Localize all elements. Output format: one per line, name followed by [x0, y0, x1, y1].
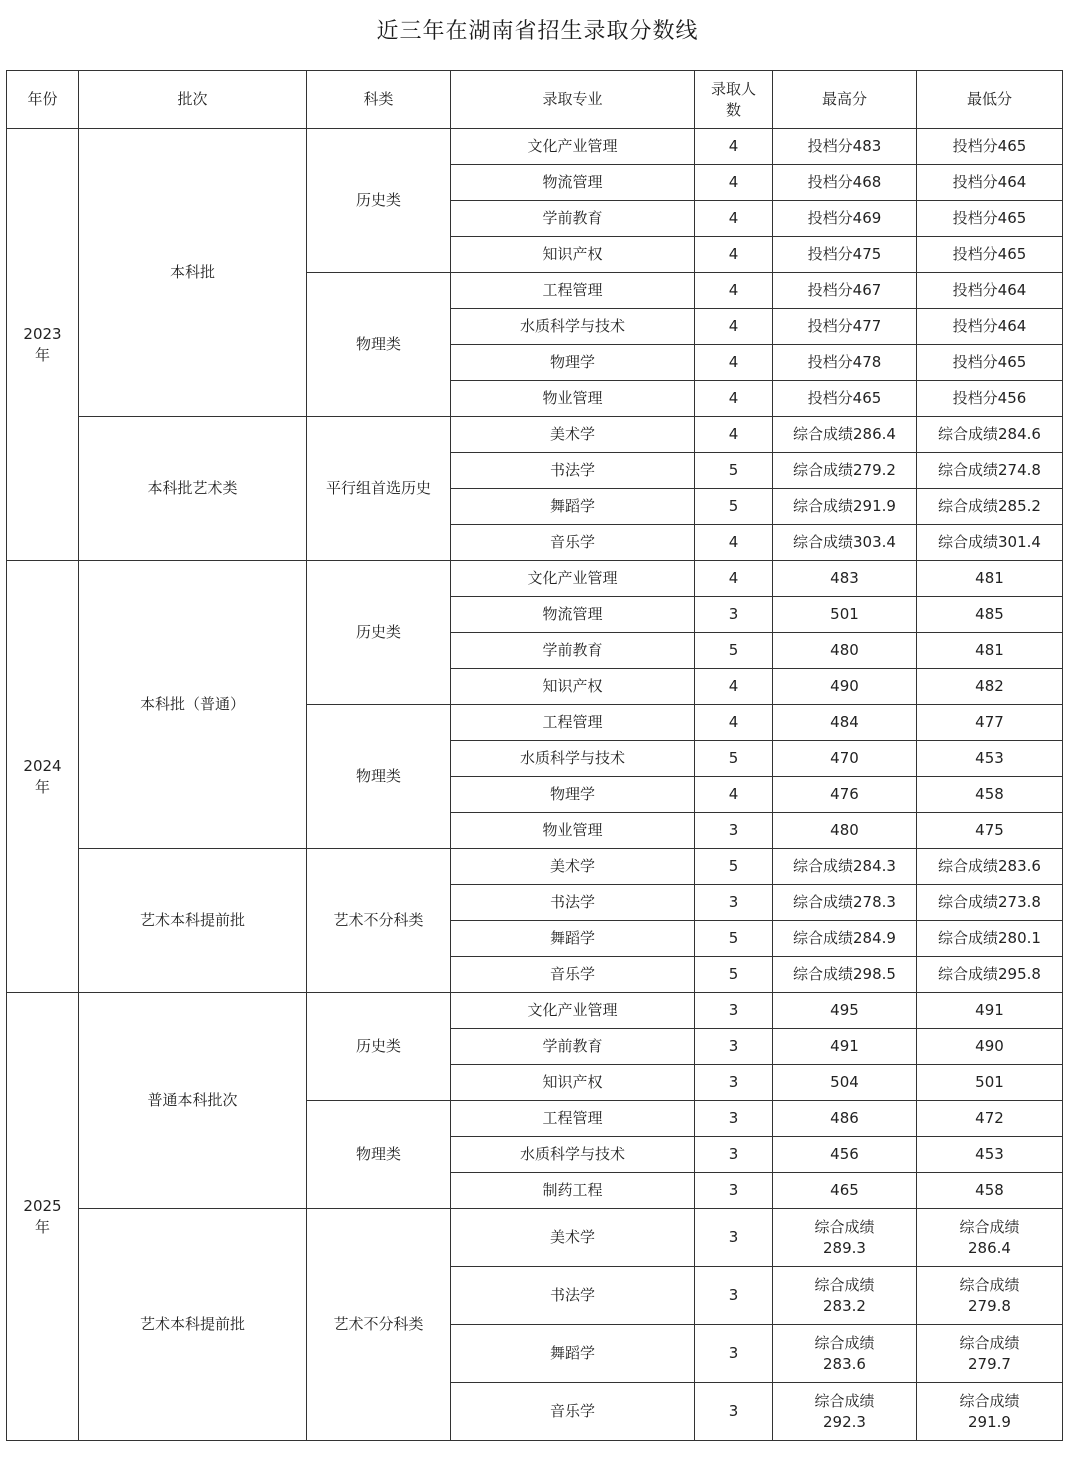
major-cell: 物流管理 — [451, 597, 695, 633]
max-score-cell: 综合成绩291.9 — [773, 489, 917, 525]
count-cell: 4 — [695, 201, 773, 237]
max-score-cell: 投档分478 — [773, 345, 917, 381]
year-cell: 2023 年 — [7, 129, 79, 561]
count-cell: 3 — [695, 813, 773, 849]
major-cell: 工程管理 — [451, 1101, 695, 1137]
min-score-cell: 综合成绩 279.7 — [917, 1325, 1063, 1383]
max-score-cell: 投档分467 — [773, 273, 917, 309]
min-score-cell: 490 — [917, 1029, 1063, 1065]
min-score-cell: 综合成绩301.4 — [917, 525, 1063, 561]
major-cell: 知识产权 — [451, 237, 695, 273]
count-cell: 4 — [695, 165, 773, 201]
count-cell: 3 — [695, 885, 773, 921]
count-cell: 4 — [695, 129, 773, 165]
min-score-cell: 综合成绩 291.9 — [917, 1383, 1063, 1441]
major-cell: 物业管理 — [451, 381, 695, 417]
major-cell: 美术学 — [451, 417, 695, 453]
max-score-cell: 投档分465 — [773, 381, 917, 417]
count-cell: 4 — [695, 525, 773, 561]
max-score-cell: 456 — [773, 1137, 917, 1173]
max-score-cell: 495 — [773, 993, 917, 1029]
major-cell: 物理学 — [451, 777, 695, 813]
min-score-cell: 458 — [917, 777, 1063, 813]
min-score-cell: 481 — [917, 633, 1063, 669]
min-score-cell: 477 — [917, 705, 1063, 741]
count-cell: 4 — [695, 345, 773, 381]
category-cell: 历史类 — [307, 993, 451, 1101]
max-score-cell: 501 — [773, 597, 917, 633]
max-score-cell: 480 — [773, 813, 917, 849]
major-cell: 舞蹈学 — [451, 489, 695, 525]
count-cell: 4 — [695, 417, 773, 453]
min-score-cell: 投档分465 — [917, 129, 1063, 165]
count-cell: 5 — [695, 741, 773, 777]
max-score-cell: 投档分469 — [773, 201, 917, 237]
max-score-cell: 综合成绩303.4 — [773, 525, 917, 561]
max-score-cell: 490 — [773, 669, 917, 705]
count-cell: 4 — [695, 777, 773, 813]
major-cell: 物业管理 — [451, 813, 695, 849]
category-cell: 物理类 — [307, 705, 451, 849]
max-score-cell: 综合成绩284.3 — [773, 849, 917, 885]
header-year: 年份 — [7, 71, 79, 129]
count-cell: 3 — [695, 1137, 773, 1173]
table-row — [7, 849, 1063, 885]
max-score-cell: 483 — [773, 561, 917, 597]
header-max-score: 最高分 — [773, 71, 917, 129]
count-cell: 5 — [695, 957, 773, 993]
major-cell: 文化产业管理 — [451, 561, 695, 597]
count-cell: 4 — [695, 561, 773, 597]
min-score-cell: 投档分465 — [917, 345, 1063, 381]
major-cell: 学前教育 — [451, 633, 695, 669]
count-cell: 3 — [695, 1383, 773, 1441]
min-score-cell: 综合成绩285.2 — [917, 489, 1063, 525]
major-cell: 舞蹈学 — [451, 1325, 695, 1383]
count-cell: 3 — [695, 993, 773, 1029]
max-score-cell: 投档分468 — [773, 165, 917, 201]
min-score-cell: 综合成绩274.8 — [917, 453, 1063, 489]
max-score-cell: 综合成绩298.5 — [773, 957, 917, 993]
category-cell: 物理类 — [307, 273, 451, 417]
table-body — [7, 71, 1063, 1441]
max-score-cell: 综合成绩 283.2 — [773, 1267, 917, 1325]
count-cell: 4 — [695, 705, 773, 741]
max-score-cell: 504 — [773, 1065, 917, 1101]
major-cell: 文化产业管理 — [451, 993, 695, 1029]
max-score-cell: 484 — [773, 705, 917, 741]
major-cell: 音乐学 — [451, 525, 695, 561]
batch-cell: 本科批艺术类 — [79, 417, 307, 561]
header-row — [7, 71, 1063, 129]
table-row — [7, 561, 1063, 597]
count-cell: 5 — [695, 489, 773, 525]
max-score-cell: 480 — [773, 633, 917, 669]
count-cell: 3 — [695, 1029, 773, 1065]
batch-cell: 艺术本科提前批 — [79, 849, 307, 993]
table-row — [7, 129, 1063, 165]
count-cell: 4 — [695, 381, 773, 417]
major-cell: 制药工程 — [451, 1173, 695, 1209]
min-score-cell: 综合成绩284.6 — [917, 417, 1063, 453]
major-cell: 舞蹈学 — [451, 921, 695, 957]
major-cell: 知识产权 — [451, 669, 695, 705]
min-score-cell: 475 — [917, 813, 1063, 849]
table-row — [7, 417, 1063, 453]
max-score-cell: 470 — [773, 741, 917, 777]
max-score-cell: 476 — [773, 777, 917, 813]
min-score-cell: 458 — [917, 1173, 1063, 1209]
major-cell: 知识产权 — [451, 1065, 695, 1101]
major-cell: 工程管理 — [451, 705, 695, 741]
count-cell: 3 — [695, 1101, 773, 1137]
header-count: 录取人 数 — [695, 71, 773, 129]
max-score-cell: 综合成绩 289.3 — [773, 1209, 917, 1267]
major-cell: 物流管理 — [451, 165, 695, 201]
major-cell: 音乐学 — [451, 957, 695, 993]
header-major: 录取专业 — [451, 71, 695, 129]
min-score-cell: 投档分465 — [917, 201, 1063, 237]
major-cell: 书法学 — [451, 453, 695, 489]
table-row — [7, 993, 1063, 1029]
category-cell: 平行组首选历史 — [307, 417, 451, 561]
header-category: 科类 — [307, 71, 451, 129]
batch-cell: 普通本科批次 — [79, 993, 307, 1209]
max-score-cell: 465 — [773, 1173, 917, 1209]
min-score-cell: 综合成绩280.1 — [917, 921, 1063, 957]
category-cell: 历史类 — [307, 129, 451, 273]
year-cell: 2024 年 — [7, 561, 79, 993]
min-score-cell: 501 — [917, 1065, 1063, 1101]
min-score-cell: 综合成绩 279.8 — [917, 1267, 1063, 1325]
major-cell: 学前教育 — [451, 201, 695, 237]
max-score-cell: 综合成绩 283.6 — [773, 1325, 917, 1383]
major-cell: 书法学 — [451, 885, 695, 921]
major-cell: 文化产业管理 — [451, 129, 695, 165]
count-cell: 4 — [695, 237, 773, 273]
category-cell: 历史类 — [307, 561, 451, 705]
count-cell: 3 — [695, 597, 773, 633]
count-cell: 3 — [695, 1173, 773, 1209]
min-score-cell: 综合成绩273.8 — [917, 885, 1063, 921]
table-row — [7, 1209, 1063, 1267]
min-score-cell: 453 — [917, 741, 1063, 777]
count-cell: 5 — [695, 849, 773, 885]
major-cell: 音乐学 — [451, 1383, 695, 1441]
min-score-cell: 投档分456 — [917, 381, 1063, 417]
category-cell: 物理类 — [307, 1101, 451, 1209]
min-score-cell: 453 — [917, 1137, 1063, 1173]
min-score-cell: 472 — [917, 1101, 1063, 1137]
category-cell: 艺术不分科类 — [307, 1209, 451, 1441]
max-score-cell: 投档分483 — [773, 129, 917, 165]
header-batch: 批次 — [79, 71, 307, 129]
major-cell: 美术学 — [451, 849, 695, 885]
max-score-cell: 综合成绩286.4 — [773, 417, 917, 453]
count-cell: 5 — [695, 453, 773, 489]
min-score-cell: 491 — [917, 993, 1063, 1029]
min-score-cell: 综合成绩 286.4 — [917, 1209, 1063, 1267]
max-score-cell: 投档分475 — [773, 237, 917, 273]
major-cell: 书法学 — [451, 1267, 695, 1325]
min-score-cell: 投档分464 — [917, 165, 1063, 201]
batch-cell: 本科批（普通） — [79, 561, 307, 849]
max-score-cell: 综合成绩 292.3 — [773, 1383, 917, 1441]
major-cell: 水质科学与技术 — [451, 1137, 695, 1173]
count-cell: 4 — [695, 309, 773, 345]
min-score-cell: 综合成绩295.8 — [917, 957, 1063, 993]
document-title: 近三年在湖南省招生录取分数线 — [376, 19, 699, 44]
major-cell: 水质科学与技术 — [451, 309, 695, 345]
batch-cell: 艺术本科提前批 — [79, 1209, 307, 1441]
count-cell: 5 — [695, 921, 773, 957]
major-cell: 水质科学与技术 — [451, 741, 695, 777]
min-score-cell: 485 — [917, 597, 1063, 633]
count-cell: 4 — [695, 273, 773, 309]
count-cell: 3 — [695, 1209, 773, 1267]
count-cell: 3 — [695, 1065, 773, 1101]
count-cell: 5 — [695, 633, 773, 669]
major-cell: 美术学 — [451, 1209, 695, 1267]
max-score-cell: 综合成绩278.3 — [773, 885, 917, 921]
min-score-cell: 482 — [917, 669, 1063, 705]
min-score-cell: 481 — [917, 561, 1063, 597]
min-score-cell: 综合成绩283.6 — [917, 849, 1063, 885]
max-score-cell: 投档分477 — [773, 309, 917, 345]
count-cell: 3 — [695, 1267, 773, 1325]
max-score-cell: 486 — [773, 1101, 917, 1137]
min-score-cell: 投档分464 — [917, 309, 1063, 345]
batch-cell: 本科批 — [79, 129, 307, 417]
max-score-cell: 综合成绩279.2 — [773, 453, 917, 489]
header-min-score: 最低分 — [917, 71, 1063, 129]
admission-score-table — [6, 70, 1063, 1441]
category-cell: 艺术不分科类 — [307, 849, 451, 993]
major-cell: 学前教育 — [451, 1029, 695, 1065]
major-cell: 工程管理 — [451, 273, 695, 309]
max-score-cell: 综合成绩284.9 — [773, 921, 917, 957]
max-score-cell: 491 — [773, 1029, 917, 1065]
year-cell: 2025 年 — [7, 993, 79, 1441]
count-cell: 4 — [695, 669, 773, 705]
major-cell: 物理学 — [451, 345, 695, 381]
min-score-cell: 投档分464 — [917, 273, 1063, 309]
count-cell: 3 — [695, 1325, 773, 1383]
min-score-cell: 投档分465 — [917, 237, 1063, 273]
